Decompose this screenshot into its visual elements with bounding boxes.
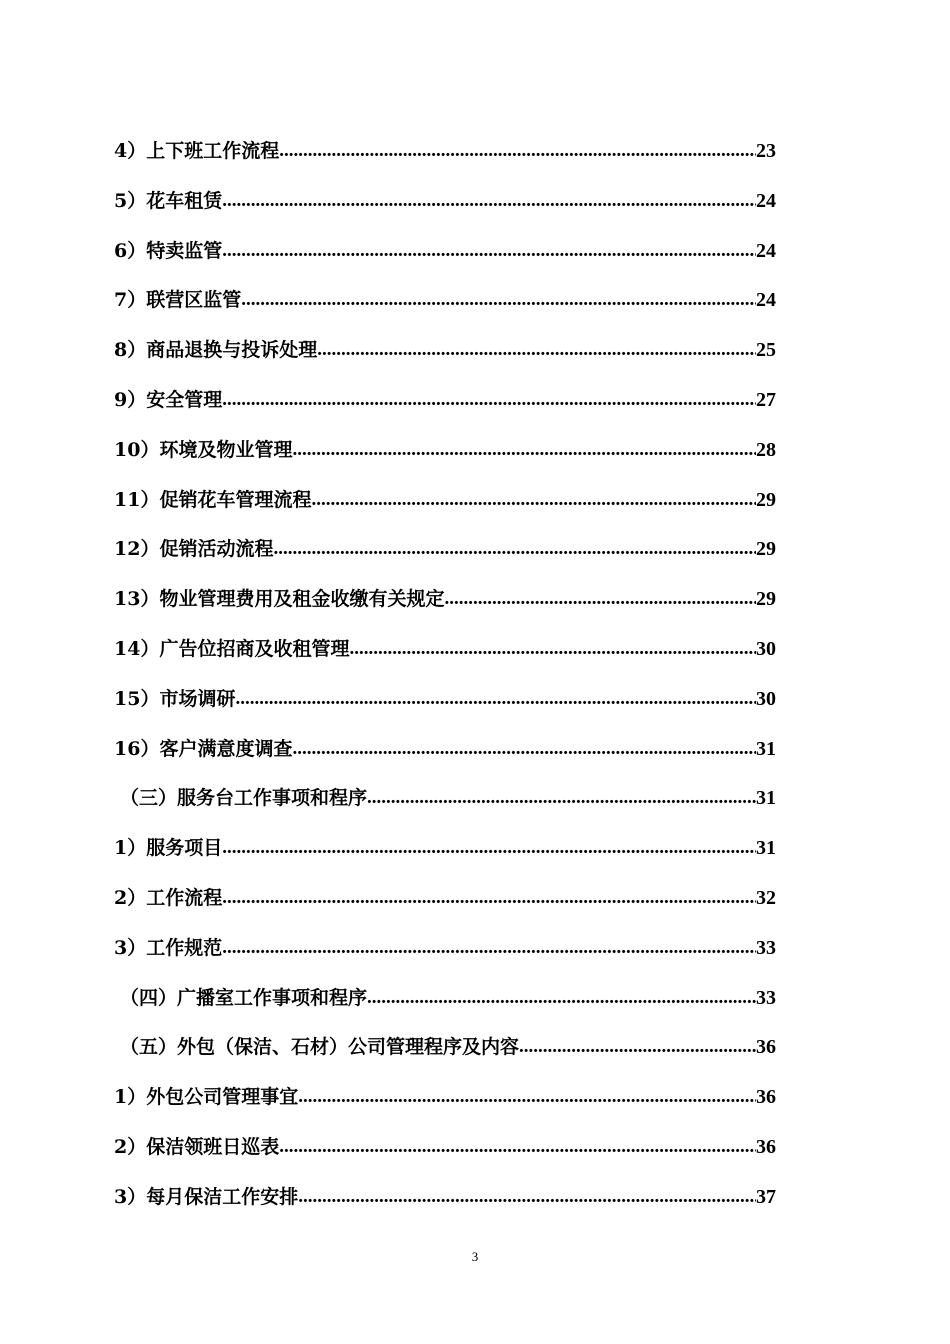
toc-dot-leader: [292, 729, 756, 769]
toc-entry-page: 25: [756, 339, 776, 362]
toc-entry[interactable]: [114, 629, 776, 679]
toc-dot-leader: [298, 1177, 756, 1217]
toc-entry-title: （五）外包（保洁、石材）公司管理程序及内容: [120, 1036, 520, 1059]
toc-entry-title: 9）安全管理: [114, 388, 223, 411]
toc-entry-title: 16）客户满意度调查: [114, 737, 293, 760]
toc-entry-page: 24: [756, 289, 776, 312]
toc-entry[interactable]: [114, 1127, 776, 1177]
toc-dot-leader: [222, 380, 756, 420]
toc-entry[interactable]: [114, 1027, 776, 1077]
toc-dot-leader: [222, 928, 756, 968]
toc-entry-page: 36: [756, 1036, 776, 1059]
toc-entry[interactable]: [114, 529, 776, 579]
toc-entry-title: （三）服务台工作事项和程序: [120, 787, 368, 810]
toc-entry[interactable]: [114, 181, 776, 231]
toc-entry[interactable]: [114, 778, 776, 828]
toc-entry-page: 31: [756, 737, 776, 760]
toc-entry[interactable]: [114, 828, 776, 878]
toc-dot-leader: [241, 280, 756, 320]
toc-entry[interactable]: [114, 579, 776, 629]
toc-dot-leader: [222, 231, 756, 271]
toc-entry-page: 23: [756, 140, 776, 162]
toc-entry[interactable]: [114, 729, 776, 779]
toc-entry[interactable]: [114, 380, 776, 430]
toc-entry-title: 3）每月保洁工作安排: [114, 1185, 299, 1208]
toc-entry-page: 28: [756, 438, 776, 461]
toc-dot-leader: [222, 878, 756, 918]
toc-entry-page: 37: [756, 1185, 776, 1208]
toc-entry[interactable]: [114, 131, 776, 181]
toc-entry-page: 30: [756, 687, 776, 710]
toc-dot-leader: [222, 828, 756, 868]
toc-entry[interactable]: [114, 330, 776, 380]
toc-entry-title: 13）物业管理费用及租金收缴有关规定: [114, 588, 445, 611]
toc-dot-leader: [317, 330, 756, 370]
toc-entry-title: 2）工作流程: [114, 886, 223, 909]
toc-entry-title: 3）工作规范: [114, 936, 223, 959]
toc-entry-page: 24: [756, 189, 776, 212]
table-of-contents: [114, 131, 776, 1227]
toc-entry-title: 14）广告位招商及收租管理: [114, 637, 350, 660]
toc-entry-page: 29: [756, 588, 776, 611]
toc-entry[interactable]: [114, 430, 776, 480]
toc-entry-title: 15）市场调研: [114, 687, 236, 710]
toc-dot-leader: [367, 778, 756, 818]
toc-dot-leader: [235, 679, 756, 719]
toc-entry-page: 33: [756, 986, 776, 1009]
toc-dot-leader: [292, 430, 756, 470]
toc-entry-title: 11）促销花车管理流程: [114, 488, 312, 511]
toc-entry-title: 8）商品退换与投诉处理: [114, 339, 318, 362]
toc-dot-leader: [298, 1077, 756, 1117]
toc-entry-page: 32: [756, 886, 776, 909]
toc-dot-leader: [311, 480, 756, 520]
toc-entry-page: 29: [756, 538, 776, 561]
toc-entry[interactable]: [114, 231, 776, 281]
toc-entry[interactable]: [114, 679, 776, 729]
toc-entry[interactable]: [114, 480, 776, 530]
toc-entry-page: 36: [756, 1135, 776, 1158]
toc-entry-title: 1）服务项目: [114, 837, 223, 860]
toc-entry-title: 6）特卖监管: [114, 239, 223, 262]
toc-entry[interactable]: [114, 978, 776, 1028]
toc-entry-page: 31: [756, 787, 776, 810]
page-number: 3: [471, 1249, 479, 1264]
toc-entry-title: （四）广播室工作事项和程序: [120, 986, 368, 1009]
toc-entry-title: 2）保洁领班日巡表: [114, 1135, 280, 1158]
toc-entry-page: 30: [756, 637, 776, 660]
toc-entry[interactable]: [114, 1077, 776, 1127]
toc-entry-title: 12）促销活动流程: [114, 538, 274, 561]
toc-entry[interactable]: [114, 928, 776, 978]
toc-dot-leader: [349, 629, 756, 669]
toc-dot-leader: [222, 181, 756, 221]
toc-entry[interactable]: [114, 878, 776, 928]
toc-entry-page: 24: [756, 239, 776, 262]
toc-entry-page: 33: [756, 936, 776, 959]
toc-dot-leader: [273, 529, 756, 569]
toc-dot-leader: [444, 579, 756, 619]
toc-dot-leader: [279, 131, 756, 171]
toc-entry-title: 1）外包公司管理事宜: [114, 1086, 299, 1109]
toc-entry-title: 10）环境及物业管理: [114, 438, 293, 461]
toc-dot-leader: [279, 1127, 756, 1167]
toc-entry[interactable]: [114, 280, 776, 330]
toc-entry-page: 36: [756, 1086, 776, 1109]
toc-dot-leader: [519, 1027, 756, 1067]
toc-entry-page: 29: [756, 488, 776, 511]
toc-entry-page: 31: [756, 837, 776, 860]
toc-entry[interactable]: [114, 1177, 776, 1227]
toc-entry-title: 4）上下班工作流程: [114, 140, 280, 162]
toc-entry-title: 7）联营区监管: [114, 289, 242, 312]
toc-dot-leader: [367, 978, 756, 1018]
toc-entry-page: 27: [756, 388, 776, 411]
toc-entry-title: 5）花车租赁: [114, 189, 223, 212]
